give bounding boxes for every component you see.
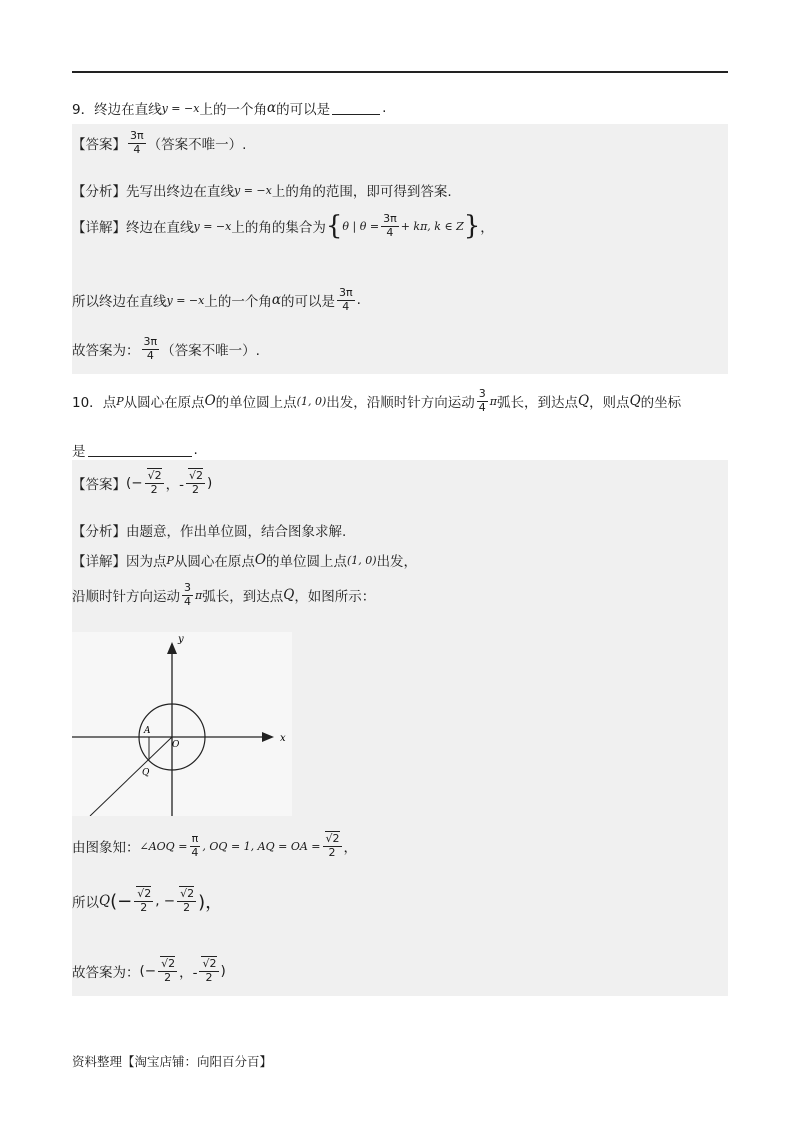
line-equation: y = −x — [234, 183, 272, 197]
known-line-10 — [72, 833, 357, 859]
set-brace-left: { — [325, 211, 343, 242]
pi-symbol: π — [195, 588, 203, 602]
analysis-text: 上的角的范围，即可得到答案. — [271, 184, 452, 200]
comma: ， — [343, 840, 358, 857]
start-point: (1, 0) — [296, 394, 327, 408]
footer-source: 资料整理【淘宝店铺：向阳百分百】 — [72, 1054, 273, 1069]
answer-note: （答案不唯一）. — [161, 343, 260, 360]
conclusion-text: 所以终边在直线 — [72, 294, 167, 311]
conclusion-text: 的可以是 — [280, 294, 335, 311]
line-equation: y = −x — [161, 101, 200, 115]
fraction: $\frac{√2}{2}$ — [158, 958, 177, 984]
label-o: O — [172, 740, 180, 750]
detail-text: 终边在直线 — [126, 220, 194, 237]
set-expression: + kπ, k ∈ Z — [400, 219, 464, 233]
paren: ) — [207, 475, 213, 492]
detail-text: 出发， — [376, 554, 418, 570]
label-x: x — [280, 733, 286, 744]
fraction: $\frac{3\pi}{4}$ — [143, 335, 158, 362]
question-text: 点 — [102, 395, 117, 412]
y-axis-arrow — [167, 642, 177, 654]
fraction: $\frac{3\pi}{4}$ — [338, 286, 353, 313]
analysis-text: 由题意，作出单位圆，结合图象求解. — [126, 524, 347, 540]
question-10-line-2 — [72, 440, 198, 460]
final-text: 故答案为： — [72, 965, 140, 982]
paren: (− — [110, 890, 133, 912]
detail-text: 的单位圆上点 — [265, 554, 347, 570]
detail-tag: 【详解】 — [72, 220, 126, 237]
point-p: P — [116, 394, 124, 408]
question-text: 从圆心在原点 — [123, 395, 205, 412]
unit-circle-figure — [72, 632, 292, 816]
detail-text: 弧长，到达点 — [202, 589, 284, 606]
period: . — [382, 100, 387, 116]
so-line-10 — [72, 888, 223, 914]
answer-tag: 【答案】 — [72, 477, 126, 494]
paren: (− — [126, 475, 143, 492]
point-q: Q — [629, 393, 641, 410]
conclusion-text: 上的一个角 — [204, 294, 272, 311]
fraction: $\frac{3}{4}$ — [478, 387, 486, 414]
detail-text: 因为点 — [126, 554, 167, 570]
label-q: Q — [142, 768, 150, 778]
set-expression: θ | θ = — [342, 219, 380, 233]
ray-oq — [90, 737, 172, 816]
question-text: 的可以是 — [276, 102, 331, 118]
start-point: (1, 0) — [346, 553, 377, 567]
fraction: $\frac{√2}{2}$ — [134, 888, 153, 914]
label-a: A — [144, 726, 151, 736]
question-9 — [72, 98, 386, 118]
detail-text: 所以 — [72, 895, 99, 912]
fraction: $\frac{√2}{2}$ — [186, 470, 205, 496]
answer-line-9 — [72, 130, 246, 156]
question-text: 弧长，到达点 — [496, 395, 578, 412]
question-text: ，则点 — [589, 395, 630, 412]
analysis-text: 先写出终边在直线 — [126, 184, 234, 200]
motion-line-10 — [72, 582, 375, 608]
paren: (− — [139, 963, 157, 980]
detail-line-9 — [72, 211, 494, 242]
fraction: $\frac{3}{4}$ — [184, 581, 191, 608]
detail-text: 由图象知： — [72, 840, 140, 857]
question-number: 9． — [72, 102, 95, 118]
fraction: $\frac{√2}{2}$ — [145, 470, 164, 496]
answer-line-10 — [72, 470, 212, 496]
length-expression: , OQ = 1, AQ = OA = — [202, 839, 321, 853]
final-answer-9 — [72, 336, 260, 362]
answer-blank — [332, 102, 380, 115]
unit-circle-svg — [72, 632, 292, 816]
point-p: P — [166, 553, 174, 567]
conclusion-line-9 — [72, 287, 361, 313]
point-q: Q — [283, 587, 295, 604]
separator: ，- — [165, 477, 184, 494]
answer-blank — [88, 444, 192, 457]
fraction: $\frac{√2}{2}$ — [199, 958, 218, 984]
set-brace-right: } — [463, 211, 481, 242]
label-y: y — [178, 634, 184, 645]
analysis-line-9 — [72, 180, 452, 200]
final-text: 故答案为： — [72, 343, 140, 360]
detail-text: 从圆心在原点 — [173, 554, 255, 570]
detail-text: ，如图所示： — [294, 589, 376, 606]
separator: ，- — [179, 965, 198, 982]
question-text: 终边在直线 — [94, 102, 162, 118]
alpha-symbol: α — [271, 292, 281, 309]
detail-line-10 — [72, 550, 417, 570]
comma: ， — [480, 220, 494, 237]
question-text: 上的一个角 — [199, 102, 267, 118]
period: . — [193, 442, 198, 458]
fraction: $\frac{\pi}{4}$ — [191, 832, 199, 859]
point-q: Q — [99, 893, 111, 910]
analysis-tag: 【分析】 — [72, 184, 126, 200]
detail-text: 上的角的集合为 — [231, 220, 326, 237]
fraction: $\frac{√2}{2}$ — [177, 888, 196, 914]
line-equation: y = −x — [193, 219, 232, 233]
question-number: 10． — [72, 395, 103, 412]
question-text: 是 — [72, 444, 86, 460]
paren: )， — [198, 892, 224, 914]
fraction: $\frac{√2}{2}$ — [323, 833, 342, 859]
paren: ) — [220, 963, 226, 980]
separator: , − — [155, 893, 176, 910]
question-text: 的坐标 — [640, 395, 682, 412]
alpha-symbol: α — [266, 100, 277, 116]
detail-tag: 【详解】 — [72, 554, 126, 570]
angle-expression: ∠AOQ = — [139, 839, 188, 853]
period: . — [356, 292, 361, 309]
top-rule — [72, 71, 728, 73]
final-answer-10 — [72, 958, 226, 984]
fraction: $\frac{3\pi}{4}$ — [383, 212, 397, 239]
detail-text: 沿顺时针方向运动 — [72, 589, 180, 606]
answer-tag: 【答案】 — [72, 137, 126, 154]
line-equation: y = −x — [166, 293, 205, 307]
question-10 — [72, 388, 681, 414]
question-text: 出发，沿顺时针方向运动 — [326, 395, 475, 412]
fraction: $\frac{3\pi}{4}$ — [130, 129, 144, 156]
point-o: O — [254, 552, 266, 568]
analysis-tag: 【分析】 — [72, 524, 126, 540]
answer-note: （答案不唯一）. — [147, 137, 247, 154]
analysis-line-10 — [72, 520, 346, 540]
question-text: 的单位圆上点 — [215, 395, 297, 412]
point-o: O — [204, 393, 216, 410]
point-q: Q — [577, 393, 590, 410]
x-axis-arrow — [262, 732, 274, 742]
pi-symbol: π — [489, 394, 497, 408]
